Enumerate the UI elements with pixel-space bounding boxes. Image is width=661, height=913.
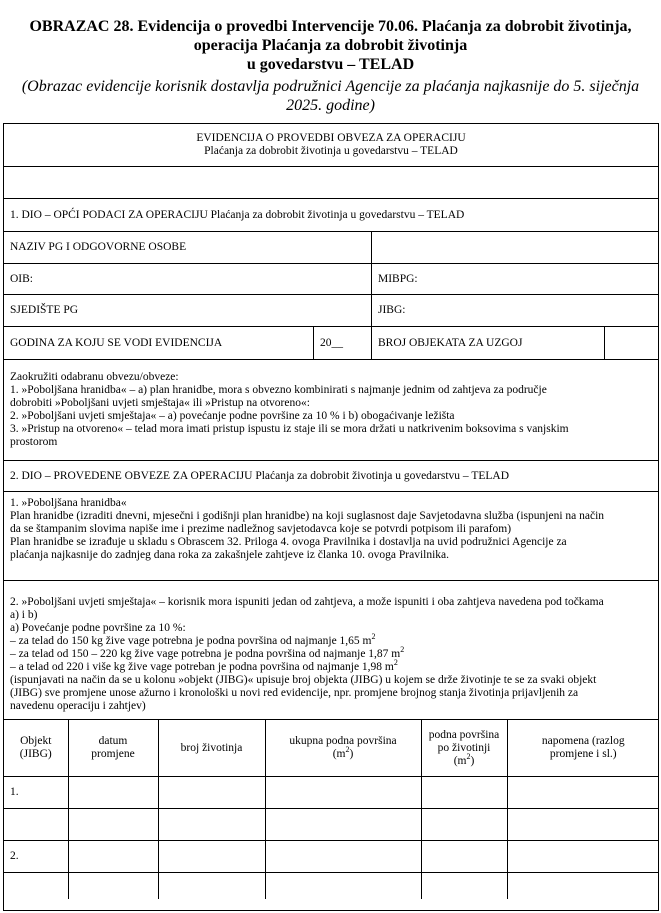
part1-heading: 1. »Poboljšana hranidba« bbox=[10, 497, 127, 509]
row1-cell[interactable] bbox=[507, 777, 659, 809]
part2-line-4-sup: 2 bbox=[371, 632, 376, 642]
row2b-cell[interactable] bbox=[158, 873, 265, 899]
housing-table bbox=[4, 719, 659, 899]
row2b-cell[interactable] bbox=[4, 873, 68, 899]
document-subtitle bbox=[0, 77, 661, 115]
label-broj-objekata: BROJ OBJEKATA ZA UZGOJ bbox=[372, 327, 605, 360]
part2-line-1: 2. »Poboljšani uvjeti smještaja« – korisnik mora ispuniti jedan od zahtjeva, a može ispuniti i oba zahtjeva navedena pod točkama bbox=[10, 596, 604, 608]
row1-label: 1. bbox=[4, 777, 68, 809]
part2-line-3: a) Povećanje podne površine za 10 %: bbox=[10, 622, 186, 634]
col-header-ukupna bbox=[265, 720, 421, 777]
label-naziv: NAZIV PG I ODGOVORNE OSOBE bbox=[4, 232, 372, 264]
part2-housing bbox=[4, 581, 659, 911]
part1-line-1: Plan hranidbe (izraditi dnevni, mjesečni i godišnji plan hranidbe) na koji suglasnost daje Savjetodavna služba (ispunjeni na način bbox=[10, 510, 605, 522]
row1b-cell[interactable] bbox=[507, 809, 659, 841]
row2b-cell[interactable] bbox=[265, 873, 421, 899]
row1-cell[interactable] bbox=[68, 777, 158, 809]
col-ukupna-sup: 2 bbox=[345, 745, 350, 755]
label-mibpg[interactable]: MIBPG: bbox=[372, 264, 659, 295]
subtitle-line-2: 2025. godine) bbox=[286, 97, 375, 114]
obligations-box bbox=[4, 360, 659, 461]
obligation-2[interactable]: 2. »Poboljšani uvjeti smještaja« – a) povećanje podne površine za 10 % i b) obogaćivanje ležišta bbox=[10, 410, 455, 422]
row1-cell[interactable] bbox=[158, 777, 265, 809]
part2-line-6 bbox=[10, 658, 652, 674]
title-line-2: operacija Plaćanja za dobrobit životinja bbox=[193, 37, 468, 54]
row1b-cell[interactable] bbox=[68, 809, 158, 841]
obligation-3-line-2: prostorom bbox=[10, 436, 58, 448]
part2-line-6-sup: 2 bbox=[393, 658, 398, 668]
input-naziv[interactable] bbox=[372, 232, 659, 264]
row2b-cell[interactable] bbox=[421, 873, 507, 899]
part2-line-7: (ispunjavati na način da se u kolonu »objekt (JIBG)« upisuje broj objekta (JIBG) u kojem se drže životinje te se za svaki objekt bbox=[10, 674, 597, 686]
label-sjediste[interactable]: SJEDIŠTE PG bbox=[4, 295, 372, 327]
title-line-3: u govedarstvu – TELAD bbox=[246, 56, 415, 73]
row2-cell[interactable] bbox=[68, 841, 158, 873]
col-po-l3: (m bbox=[453, 754, 467, 767]
part2-line-2: a) i b) bbox=[10, 609, 38, 621]
col-header-datum bbox=[68, 720, 158, 777]
row1b-cell[interactable] bbox=[4, 809, 68, 841]
part1-feeding bbox=[4, 492, 659, 581]
row2-cell[interactable] bbox=[421, 841, 507, 873]
col-napomena-l1: napomena (razlog bbox=[541, 735, 625, 747]
row1b-cell[interactable] bbox=[265, 809, 421, 841]
col-ukupna-l3: ) bbox=[349, 748, 354, 760]
part2-line-6-text: – a telad od 220 i više kg žive vage potreban je podna površina od najmanje 1,98 m bbox=[10, 661, 394, 673]
input-year[interactable]: 20__ bbox=[314, 327, 372, 360]
part2-line-4 bbox=[10, 632, 652, 648]
col-po-l4: ) bbox=[470, 754, 475, 767]
col-header-napomena bbox=[507, 720, 659, 777]
col-po-l1: podna površina bbox=[428, 728, 500, 741]
obligation-3-line-1[interactable]: 3. »Pristup na otvoreno« – telad mora imati pristup ispustu iz staje ili se mora držati u natkrivenim boksovima s vanjskim bbox=[10, 423, 569, 435]
col-datum-l2: promjene bbox=[91, 748, 135, 760]
part2-line-4-text: – za telad do 150 kg žive vage potrebna je podna površina od najmanje 1,65 m bbox=[10, 635, 372, 647]
label-jibg[interactable]: JIBG: bbox=[372, 295, 659, 327]
part1-line-4: plaćanja najkasnije do zadnjeg dana roka za zakašnjele zahtjeve iz članka 10. ovoga Pravilnika. bbox=[10, 549, 450, 561]
col-datum-l1: datum bbox=[98, 735, 128, 747]
document-title bbox=[0, 17, 661, 74]
col-po-sup: 2 bbox=[466, 751, 471, 761]
part1-line-3: Plan hranidbe se izrađuje u skladu s Obrascem 32. Priloga 4. ovoga Pravilnika i dostavlja na uvid podružnici Agencije za bbox=[10, 536, 567, 548]
section1-title: 1. DIO – OPĆI PODACI ZA OPERACIJU Plaćanja za dobrobit životinja u govedarstvu – TELAD bbox=[4, 199, 659, 232]
label-oib[interactable]: OIB: bbox=[4, 264, 372, 295]
form-heading-line-1: EVIDENCIJA O PROVEDBI OBVEZA ZA OPERACIJU bbox=[196, 132, 466, 144]
row1b-cell[interactable] bbox=[421, 809, 507, 841]
obligation-1-line-1[interactable]: 1. »Poboljšana hranidba« – a) plan hranidbe, mora s obvezno kombinirati s najmanje jednim od zahtjeva za područje bbox=[10, 384, 547, 396]
part2-line-5-sup: 2 bbox=[400, 645, 405, 655]
row1-cell[interactable] bbox=[265, 777, 421, 809]
form-heading-line-2: Plaćanja za dobrobit životinja u govedarstvu – TELAD bbox=[204, 145, 458, 157]
col-napomena-l2: promjene i sl.) bbox=[549, 748, 617, 760]
row2-cell[interactable] bbox=[265, 841, 421, 873]
row2b-cell[interactable] bbox=[507, 873, 659, 899]
row2-cell[interactable] bbox=[507, 841, 659, 873]
form-heading bbox=[4, 124, 659, 167]
evidence-form bbox=[3, 123, 659, 911]
title-line-1: OBRAZAC 28. Evidencija o provedbi Intervencije 70.06. Plaćanja za dobrobit životinja, bbox=[29, 18, 632, 35]
col-header-broj: broj životinja bbox=[158, 720, 265, 777]
row2b-cell[interactable] bbox=[68, 873, 158, 899]
col-ukupna-l2: (m bbox=[332, 748, 346, 760]
row2-cell[interactable] bbox=[158, 841, 265, 873]
part2-line-8: (JIBG) sve promjene unose ažurno i kronološki u novi red evidencije, npr. promjene brojnog stanja životinja prijavljenih za bbox=[10, 687, 579, 699]
row2-label: 2. bbox=[4, 841, 68, 873]
obligations-intro: Zaokružiti odabranu obvezu/obveze: bbox=[10, 371, 179, 383]
col-ukupna-l1: ukupna podna površina bbox=[289, 735, 397, 747]
part2-line-5-text: – za telad od 150 – 220 kg žive vage potrebna je podna površina od najmanje 1,87 m bbox=[10, 648, 401, 660]
obligation-1-line-2: dobrobiti »Poboljšani uvjeti smještaja« ili »Pristup na otvoreno«: bbox=[10, 397, 310, 409]
col-header-po-zivotinji bbox=[421, 720, 507, 777]
col-objekt-l2: (JIBG) bbox=[19, 748, 52, 760]
blank-row[interactable] bbox=[4, 167, 659, 199]
subtitle-line-1: (Obrazac evidencije korisnik dostavlja podružnici Agencije za plaćanja najkasnije do 5. siječnja bbox=[21, 78, 640, 95]
row1b-cell[interactable] bbox=[158, 809, 265, 841]
part2-line-9: navedenu operaciju i zahtjev) bbox=[10, 700, 146, 712]
col-objekt-l1: Objekt bbox=[20, 735, 52, 747]
section2-title: 2. DIO – PROVEDENE OBVEZE ZA OPERACIJU Plaćanja za dobrobit životinja u govedarstvu – TELAD bbox=[4, 461, 659, 492]
input-broj-objekata[interactable] bbox=[605, 327, 659, 360]
row1-cell[interactable] bbox=[421, 777, 507, 809]
col-header-objekt bbox=[4, 720, 68, 777]
part2-line-5 bbox=[10, 645, 652, 661]
part1-line-2: da se štampanim slovima napiše ime i prezime nadležnog savjetodavca koje se potvrdi potpisom ili parafom) bbox=[10, 523, 512, 535]
col-po-l2: po životinji bbox=[437, 741, 491, 754]
label-godina: GODINA ZA KOJU SE VODI EVIDENCIJA bbox=[4, 327, 314, 360]
